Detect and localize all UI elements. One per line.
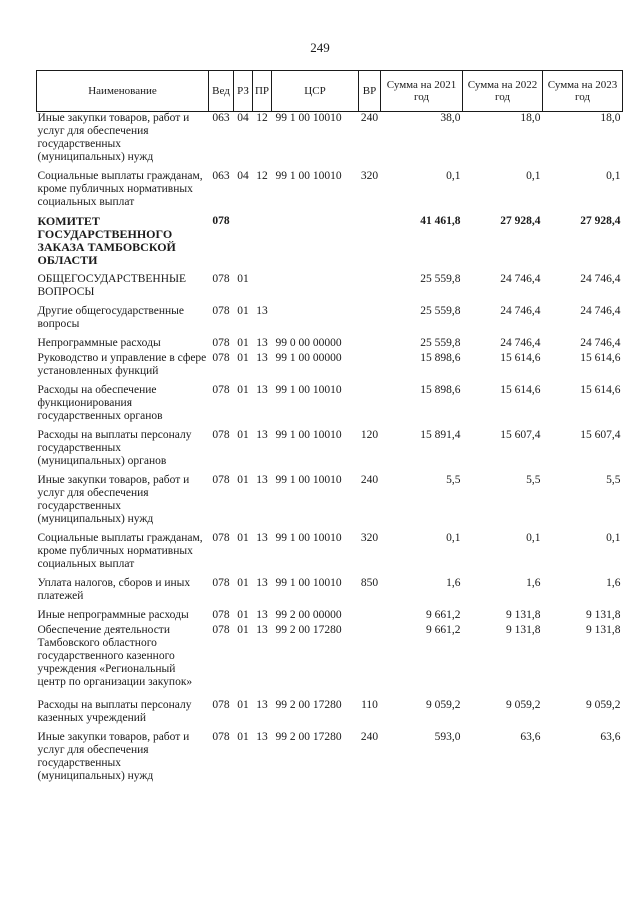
row-sum-2022: 1,6 [526, 577, 541, 589]
row-ved: 078 [212, 384, 230, 396]
row-name: Социальные выплаты гражданам, кроме публичных нормативных социальных выплат [37, 170, 203, 208]
row-sum-2021: 41 461,8 [420, 215, 461, 227]
row-pr: 13 [256, 532, 268, 544]
row-name: КОМИТЕТ ГОСУДАРСТВЕННОГО ЗАКАЗА ТАМБОВСКОЙ ОБЛАСТИ [37, 214, 176, 267]
row-rz: 01 [237, 532, 249, 544]
row-sum-2022: 27 928,4 [500, 215, 541, 227]
table-row [37, 269, 623, 301]
table-row [37, 691, 623, 727]
row-rz: 01 [237, 577, 249, 589]
row-sum-2021: 25 559,8 [420, 305, 461, 317]
row-pr: 13 [256, 305, 268, 317]
row-pr: 13 [256, 352, 268, 364]
row-sum-2021: 15 898,6 [420, 352, 461, 364]
row-name: Руководство и управление в сфере установленных функций [37, 352, 207, 377]
row-vr: 120 [360, 429, 379, 441]
row-ved: 078 [212, 532, 230, 544]
header-pr: ПР [253, 71, 272, 112]
row-sum-2023: 18,0 [600, 112, 621, 124]
row-name: Другие общегосударственные вопросы [37, 305, 184, 330]
header-sum-2021: Сумма на 2021 год [381, 71, 463, 112]
table-row [37, 112, 623, 167]
row-name: Обеспечение деятельности Тамбовского областного государственного казенного учреждения «Региональный центр по организации закупок» [37, 624, 193, 688]
page-number: 249 [310, 40, 330, 55]
row-rz: 01 [237, 474, 249, 486]
row-pr [253, 269, 272, 301]
row-name: Расходы на выплаты персоналу государственных (муниципальных) органов [37, 429, 192, 467]
row-name: Иные непрограммные расходы [37, 609, 189, 621]
row-ved: 078 [212, 699, 230, 711]
row-sum-2022: 24 746,4 [500, 337, 541, 349]
row-ved: 078 [212, 273, 230, 285]
table-row [37, 333, 623, 352]
row-sum-2021: 38,0 [440, 112, 461, 124]
table-row [37, 605, 623, 624]
row-sum-2023: 27 928,4 [580, 215, 621, 227]
row-rz: 01 [237, 273, 249, 285]
row-sum-2023: 9 131,8 [586, 624, 621, 636]
row-sum-2022: 63,6 [520, 731, 541, 743]
table-row [37, 425, 623, 470]
row-vr [359, 301, 381, 333]
row-sum-2023: 9 131,8 [586, 609, 621, 621]
row-rz: 01 [237, 699, 249, 711]
table-row [37, 528, 623, 573]
row-vr: 240 [360, 474, 379, 486]
row-csr: 99 2 00 17280 [275, 699, 342, 711]
row-csr: 99 2 00 00000 [275, 609, 342, 621]
row-rz: 01 [237, 429, 249, 441]
row-vr [359, 605, 381, 624]
row-vr [359, 269, 381, 301]
row-ved: 078 [212, 731, 230, 743]
budget-table [36, 70, 623, 785]
row-ved: 078 [212, 609, 230, 621]
row-pr: 13 [256, 699, 268, 711]
row-sum-2023: 15 614,6 [580, 384, 621, 396]
row-sum-2022: 9 131,8 [506, 609, 541, 621]
row-rz: 01 [237, 609, 249, 621]
row-sum-2021: 9 059,2 [426, 699, 461, 711]
row-rz: 01 [237, 305, 249, 317]
row-sum-2023: 15 607,4 [580, 429, 621, 441]
row-csr: 99 1 00 10010 [275, 112, 342, 124]
row-csr: 99 1 00 00000 [275, 352, 342, 364]
row-name: Иные закупки товаров, работ и услуг для обеспечения государственных (муниципальных) нужд [37, 731, 190, 782]
row-name: Иные закупки товаров, работ и услуг для обеспечения государственных (муниципальных) нужд [37, 474, 190, 525]
row-sum-2022: 9 131,8 [506, 624, 541, 636]
row-sum-2023: 24 746,4 [580, 273, 621, 285]
row-pr: 13 [256, 337, 268, 349]
header-csr: ЦСР [272, 71, 359, 112]
row-sum-2021: 15 898,6 [420, 384, 461, 396]
row-sum-2023: 24 746,4 [580, 337, 621, 349]
row-sum-2023: 0,1 [606, 532, 621, 544]
row-pr: 12 [256, 112, 268, 124]
row-csr: 99 1 00 10010 [275, 384, 342, 396]
header-sum-2022: Сумма на 2022 год [463, 71, 543, 112]
row-vr: 240 [360, 112, 379, 124]
row-pr: 13 [256, 429, 268, 441]
table-row [37, 166, 623, 211]
row-name: Социальные выплаты гражданам, кроме публичных нормативных социальных выплат [37, 532, 203, 570]
row-ved: 078 [212, 352, 230, 364]
row-vr [359, 211, 381, 269]
row-pr: 12 [256, 170, 268, 182]
row-rz: 04 [237, 112, 249, 124]
row-ved: 063 [212, 112, 230, 124]
header-ved: Вед [209, 71, 234, 112]
row-csr [272, 211, 359, 269]
row-pr [253, 211, 272, 269]
row-sum-2021: 25 559,8 [420, 273, 461, 285]
row-csr: 99 1 00 10010 [275, 429, 342, 441]
row-sum-2022: 15 614,6 [500, 352, 541, 364]
row-ved: 078 [212, 215, 230, 227]
row-csr: 99 1 00 10010 [275, 577, 342, 589]
row-pr: 13 [256, 577, 268, 589]
table-row [37, 727, 623, 785]
row-sum-2022: 0,1 [526, 170, 541, 182]
row-sum-2021: 0,1 [446, 170, 461, 182]
row-ved: 078 [212, 429, 230, 441]
row-csr: 99 0 00 00000 [275, 337, 342, 349]
row-rz: 01 [237, 624, 249, 636]
row-csr: 99 1 00 10010 [275, 170, 342, 182]
row-sum-2022: 18,0 [520, 112, 541, 124]
header-name: Наименование [37, 71, 209, 112]
row-vr: 850 [360, 577, 379, 589]
row-vr [359, 333, 381, 352]
row-vr: 320 [360, 170, 379, 182]
row-sum-2021: 9 661,2 [426, 609, 461, 621]
row-sum-2021: 5,5 [446, 474, 461, 486]
row-vr [359, 352, 381, 380]
row-csr: 99 2 00 17280 [275, 624, 342, 636]
row-vr: 110 [361, 699, 378, 711]
row-ved: 078 [212, 577, 230, 589]
header-rz: РЗ [234, 71, 253, 112]
row-name: Уплата налогов, сборов и иных платежей [37, 577, 191, 602]
header-vr: ВР [359, 71, 381, 112]
row-rz: 01 [237, 731, 249, 743]
row-sum-2023: 0,1 [606, 170, 621, 182]
row-csr: 99 1 00 10010 [275, 474, 342, 486]
row-sum-2023: 63,6 [600, 731, 621, 743]
row-pr: 13 [256, 474, 268, 486]
row-name: Расходы на выплаты персоналу казенных учреждений [37, 699, 192, 724]
row-vr [359, 624, 381, 691]
row-ved: 078 [212, 337, 230, 349]
row-sum-2022: 5,5 [526, 474, 541, 486]
row-sum-2022: 15 614,6 [500, 384, 541, 396]
row-name: Расходы на обеспечение функционирования государственных органов [37, 384, 163, 422]
row-sum-2021: 593,0 [434, 731, 461, 743]
row-csr [272, 269, 359, 301]
row-name: Непрограммные расходы [37, 337, 161, 349]
row-pr: 13 [256, 624, 268, 636]
row-sum-2021: 9 661,2 [426, 624, 461, 636]
header-sum-2023: Сумма на 2023 год [543, 71, 623, 112]
row-ved: 078 [212, 474, 230, 486]
row-vr [359, 380, 381, 425]
row-pr: 13 [256, 731, 268, 743]
row-sum-2022: 24 746,4 [500, 305, 541, 317]
row-ved: 078 [212, 305, 230, 317]
row-sum-2022: 0,1 [526, 532, 541, 544]
row-sum-2021: 15 891,4 [420, 429, 461, 441]
table-row [37, 380, 623, 425]
row-rz [234, 211, 253, 269]
table-row [37, 301, 623, 333]
row-name: Иные закупки товаров, работ и услуг для обеспечения государственных (муниципальных) нужд [37, 112, 190, 163]
row-rz: 04 [237, 170, 249, 182]
row-ved: 078 [212, 624, 230, 636]
row-sum-2021: 1,6 [446, 577, 461, 589]
table-row [37, 470, 623, 528]
table-row [37, 211, 623, 269]
row-name: ОБЩЕГОСУДАРСТВЕННЫЕ ВОПРОСЫ [37, 273, 187, 298]
row-sum-2023: 24 746,4 [580, 305, 621, 317]
row-sum-2022: 15 607,4 [500, 429, 541, 441]
row-ved: 063 [212, 170, 230, 182]
row-rz: 01 [237, 384, 249, 396]
table-row [37, 352, 623, 380]
row-sum-2022: 24 746,4 [500, 273, 541, 285]
row-pr: 13 [256, 609, 268, 621]
table-row [37, 624, 623, 691]
row-rz: 01 [237, 352, 249, 364]
row-rz: 01 [237, 337, 249, 349]
row-sum-2023: 5,5 [606, 474, 621, 486]
row-csr [272, 301, 359, 333]
row-sum-2021: 0,1 [446, 532, 461, 544]
table-header-row [37, 71, 623, 112]
row-vr: 320 [360, 532, 379, 544]
row-sum-2023: 15 614,6 [580, 352, 621, 364]
table-row [37, 573, 623, 605]
row-vr: 240 [360, 731, 379, 743]
row-sum-2022: 9 059,2 [506, 699, 541, 711]
row-sum-2023: 9 059,2 [586, 699, 621, 711]
row-pr: 13 [256, 384, 268, 396]
row-csr: 99 1 00 10010 [275, 532, 342, 544]
row-sum-2021: 25 559,8 [420, 337, 461, 349]
row-sum-2023: 1,6 [606, 577, 621, 589]
row-csr: 99 2 00 17280 [275, 731, 342, 743]
